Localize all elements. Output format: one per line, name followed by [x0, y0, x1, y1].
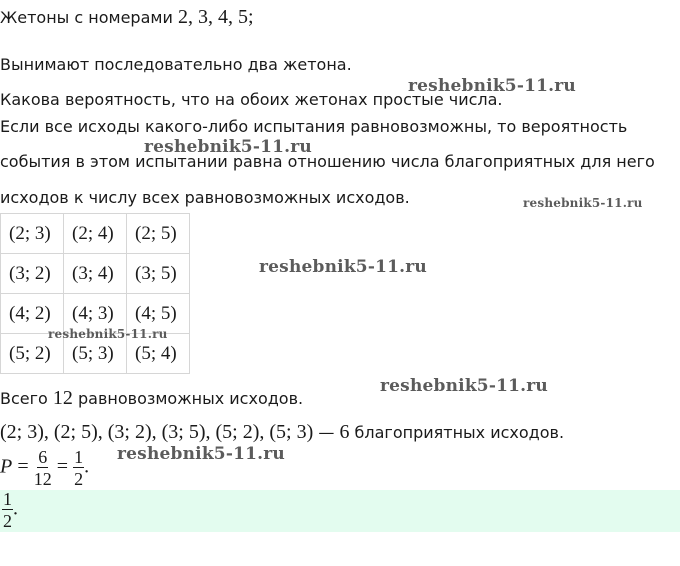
tokens-numbers: 2, 3, 4, 5;	[177, 6, 254, 28]
fraction-denominator: 2	[74, 469, 84, 489]
formula-eq-1: =	[17, 455, 29, 478]
table-cell: (5; 2)	[1, 334, 64, 374]
fraction-six-twelfths	[34, 448, 52, 488]
fraction-numerator: 1	[74, 447, 84, 467]
table-cell: (4; 5)	[127, 294, 190, 334]
fraction-numerator: 6	[38, 447, 48, 467]
total-suffix: равновозможных исходов.	[72, 389, 304, 408]
favorable-dash: —	[313, 423, 340, 442]
table-cell: (3; 2)	[1, 254, 64, 294]
fraction-denominator: 2	[3, 511, 12, 531]
favorable-list: (2; 3), (2; 5), (3; 2), (3; 5), (5; 2), (5; 3)	[0, 421, 314, 443]
table-row	[1, 214, 190, 254]
rule-line-3: исходов к числу всех равновозможных исходов.	[0, 188, 410, 207]
table-cell: (2; 3)	[1, 214, 64, 254]
watermark: reshebnik5-11.ru	[117, 444, 285, 464]
watermark: reshebnik5-11.ru	[380, 376, 548, 396]
formula-end: .	[84, 455, 90, 478]
table-cell: (3; 5)	[127, 254, 190, 294]
table-cell: (5; 4)	[127, 334, 190, 374]
fraction-denominator: 12	[33, 469, 52, 489]
draw-line: Вынимают последовательно два жетона.	[0, 55, 352, 74]
table-cell: (3; 4)	[64, 254, 127, 294]
table-cell: (4; 3)	[64, 294, 127, 334]
rule-line-2: события в этом испытании равна отношению числа благоприятных для него	[0, 152, 655, 171]
favorable-count: 6	[339, 421, 350, 443]
question-line: Какова вероятность, что на обоих жетонах простые числа.	[0, 90, 503, 109]
watermark: reshebnik5-11.ru	[523, 196, 643, 210]
rule-line-1: Если все исходы какого-либо испытания равновозможны, то вероятность	[0, 117, 628, 136]
answer-value	[2, 490, 18, 530]
answer-box	[0, 490, 680, 532]
answer-end: .	[13, 497, 18, 520]
total-prefix: Всего	[0, 389, 53, 408]
favorable-line	[0, 421, 564, 444]
formula-eq-2: =	[56, 455, 69, 478]
tokens-text: Жетоны с номерами	[0, 8, 178, 27]
outcomes-table	[0, 213, 190, 374]
table-cell: (2; 5)	[127, 214, 190, 254]
total-line	[0, 387, 303, 410]
table-row	[1, 254, 190, 294]
fraction-numerator: 1	[3, 489, 12, 509]
watermark: reshebnik5-11.ru	[408, 76, 576, 96]
fraction-one-half	[73, 448, 84, 488]
answer-fraction	[2, 490, 13, 530]
table-cell: (4; 2)	[1, 294, 64, 334]
total-count: 12	[52, 387, 73, 409]
favorable-suffix: благоприятных исходов.	[349, 423, 565, 442]
watermark: reshebnik5-11.ru	[259, 257, 427, 277]
tokens-line	[0, 6, 254, 29]
formula-lhs: P	[0, 455, 13, 478]
formula-line	[0, 448, 89, 488]
watermark: reshebnik5-11.ru	[144, 137, 312, 157]
watermark: reshebnik5-11.ru	[48, 327, 168, 341]
table-cell: (5; 3)	[64, 334, 127, 374]
table-cell: (2; 4)	[64, 214, 127, 254]
